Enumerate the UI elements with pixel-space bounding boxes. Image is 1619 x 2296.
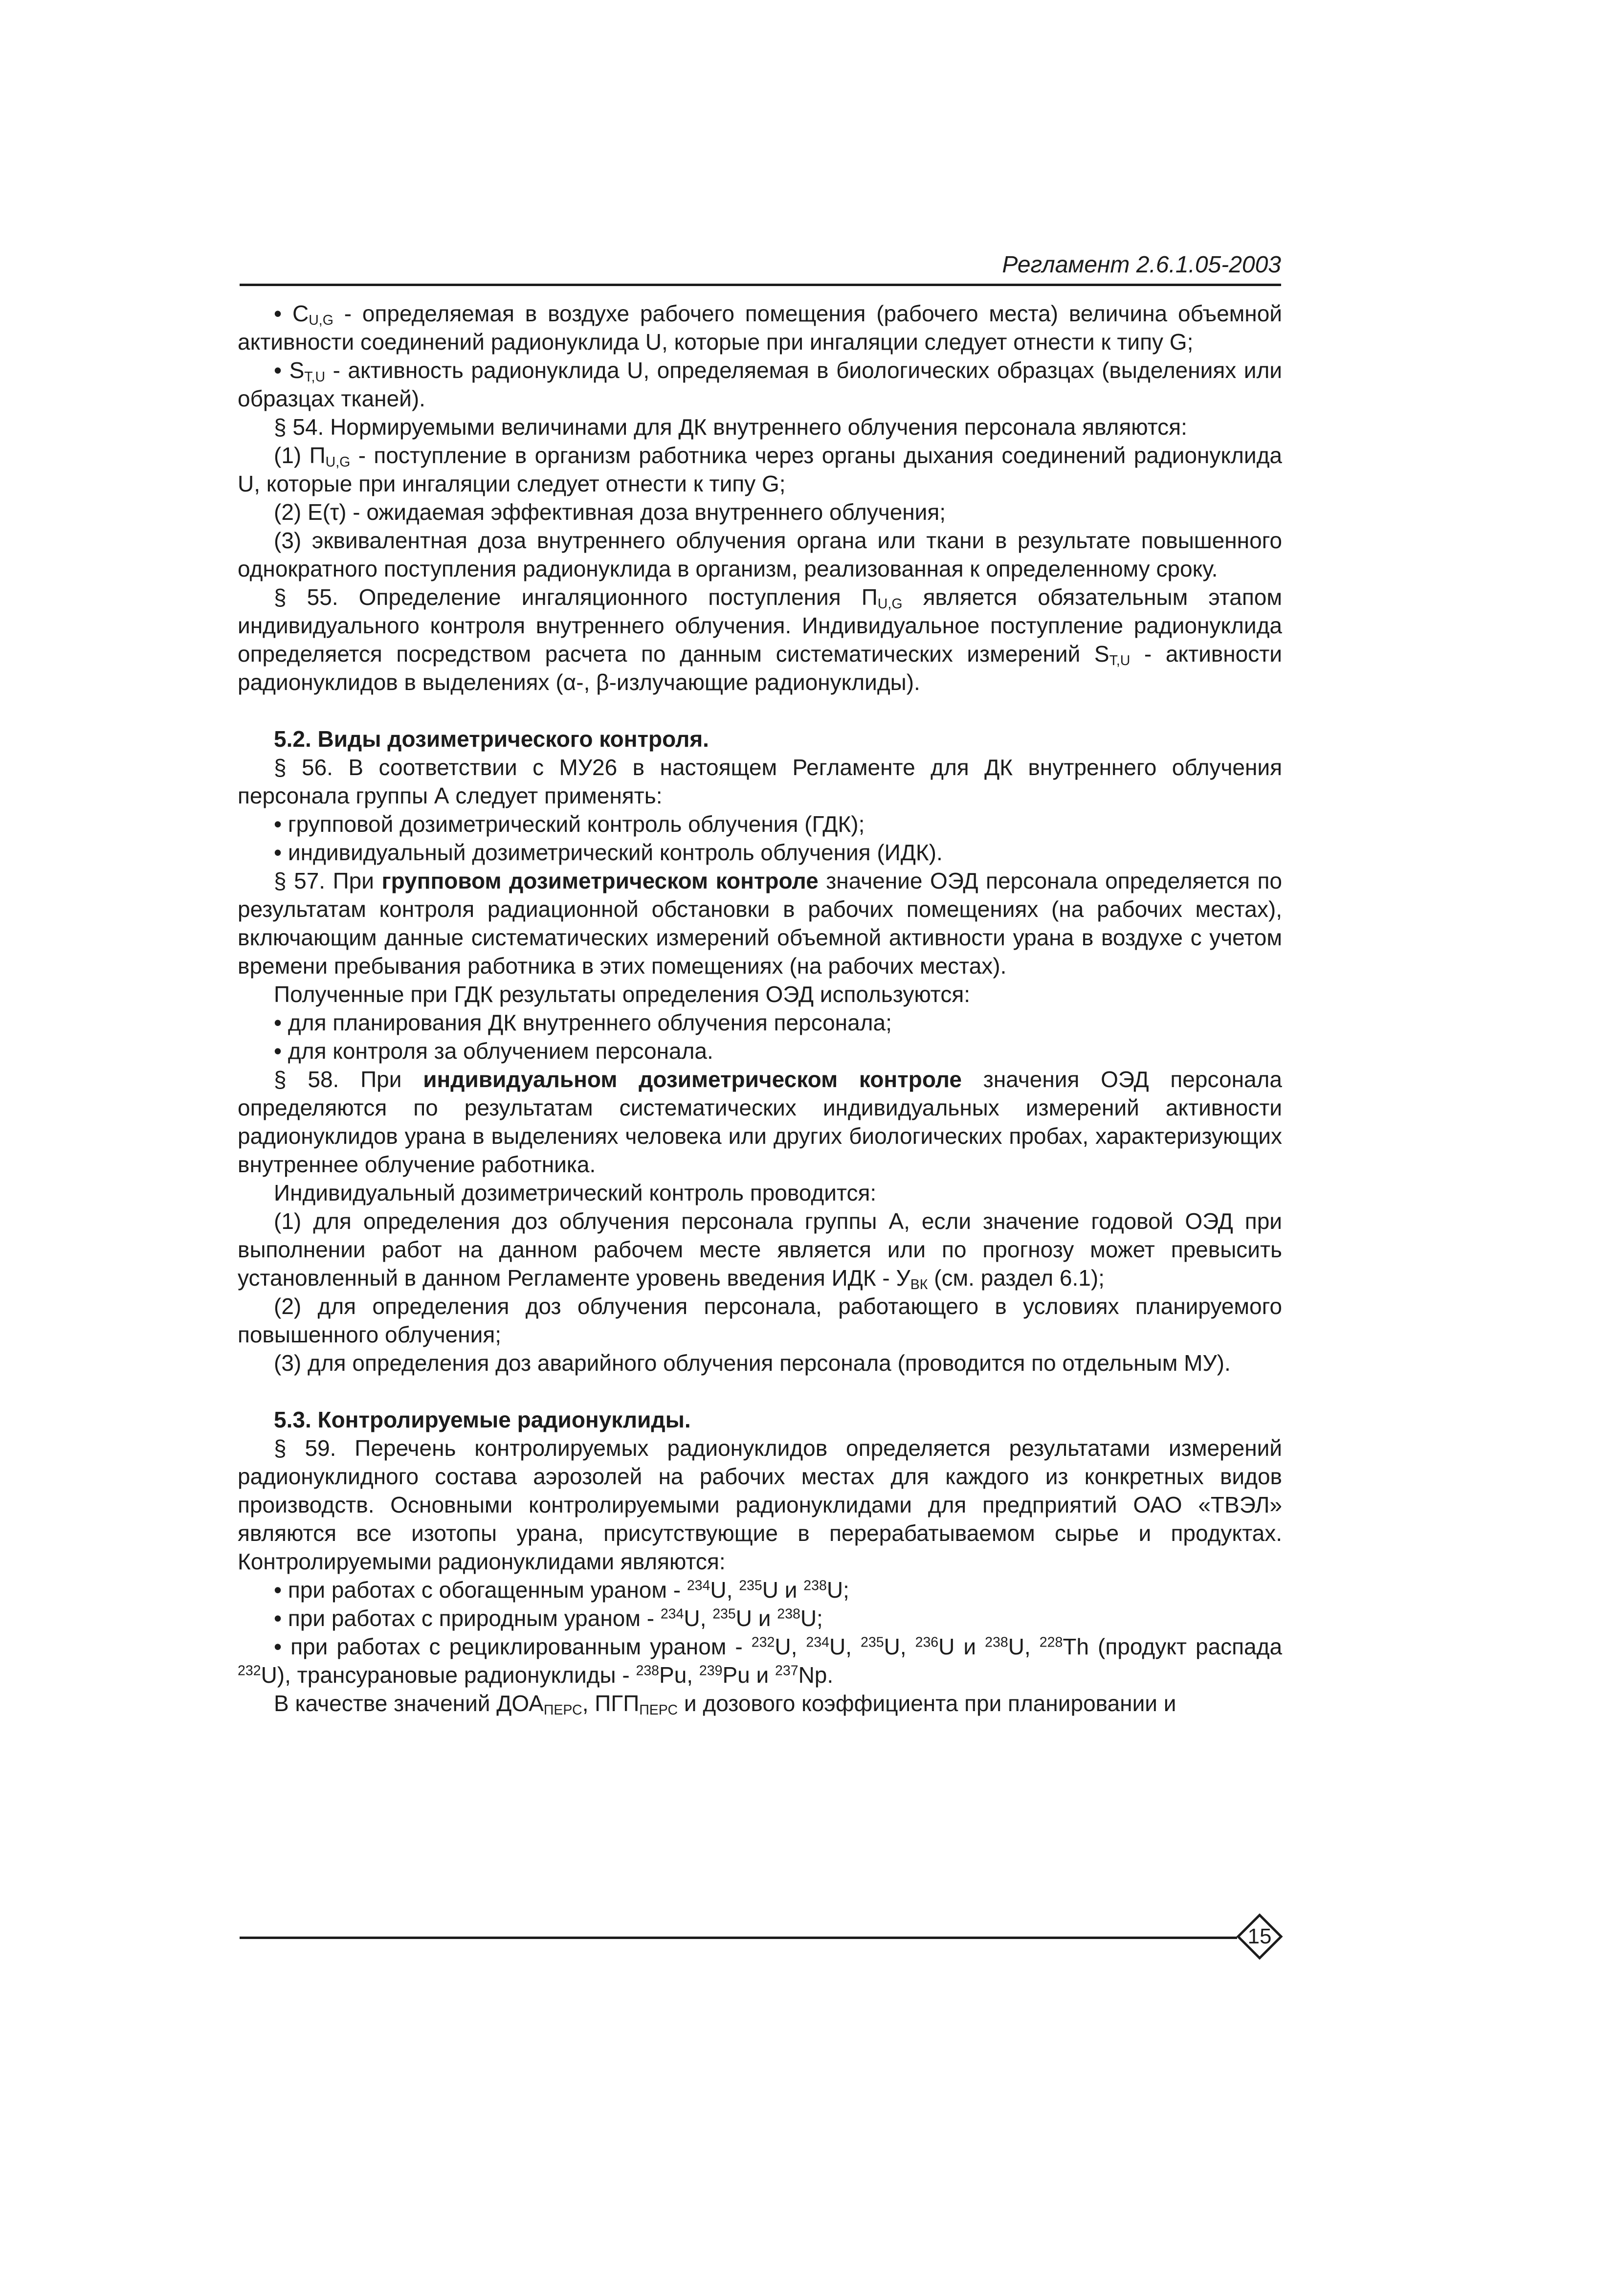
text-run: • для контроля за облучением персонала. [274, 1038, 713, 1064]
text-run: Pu, [659, 1662, 699, 1688]
superscript: 238 [985, 1634, 1008, 1650]
text-run: значение ОЭД персонала определяется по результатам контроля радиационной обстановки в рабочих помещениях (на рабочих местах), включающим данные систематических измерений объемной активности урана в воздухе с учетом времени пребывания работника в этих помещениях (на рабочих местах). [238, 868, 1282, 979]
text-run: (3) эквивалентная доза внутреннего облучения органа или ткани в результате повышенного однократного поступления радионуклида в организм, реализованная к определенному сроку. [238, 528, 1282, 581]
running-header: Регламент 2.6.1.05-2003 [1002, 252, 1281, 278]
paragraph [238, 1434, 1282, 1576]
subscript: T,U [304, 369, 326, 385]
text-run: (2) для определения доз облучения персонала, работающего в условиях планируемого повышенного облучения; [238, 1293, 1282, 1347]
list-item [238, 838, 1282, 867]
superscript: 238 [803, 1578, 827, 1594]
subscript: ВК [910, 1277, 928, 1293]
text-run: § 57. При [274, 868, 382, 893]
superscript: 232 [751, 1634, 775, 1650]
text-run: , ПГП [582, 1691, 640, 1716]
paragraph [238, 1292, 1282, 1349]
superscript: 232 [238, 1663, 261, 1679]
text-run: является обязательным этапом индивидуального контроля внутреннего облучения. Индивидуальное поступление радионуклида определяется посредством расчета по данным систематических измерений S [238, 584, 1282, 667]
text-run: U и [762, 1577, 804, 1603]
bold-text: групповом дозиметрическом контроле [381, 868, 819, 893]
text-run: В качестве значений ДОА [274, 1691, 544, 1716]
text-run: • C [274, 301, 309, 326]
superscript: 235 [712, 1606, 736, 1622]
paragraph [238, 498, 1282, 526]
paragraph [238, 753, 1282, 810]
superscript: 239 [699, 1663, 723, 1679]
text-run: U, [829, 1634, 861, 1659]
paragraph [238, 1207, 1282, 1292]
superscript: 236 [915, 1634, 939, 1650]
text-run: U), трансурановые радионуклиды - [261, 1662, 636, 1688]
text-run: U, [775, 1634, 806, 1659]
text-run: U; [800, 1605, 823, 1631]
text-run: § 55. Определение ингаляционного поступления П [274, 584, 878, 610]
superscript: 228 [1039, 1634, 1063, 1650]
text-run: (1) П [274, 443, 326, 468]
page-body [238, 299, 1282, 1717]
text-run: U и [938, 1634, 985, 1659]
subscript: ПЕРС [543, 1702, 582, 1718]
text-run: Полученные при ГДК результаты определения ОЭД используются: [274, 981, 971, 1007]
text-run: (2) E(τ) - ожидаемая эффективная доза внутреннего облучения; [274, 499, 946, 525]
text-run: 5.2. Виды дозиметрического контроля. [274, 726, 709, 752]
section-heading [238, 725, 1282, 753]
subscript: U,G [877, 596, 903, 612]
superscript: 235 [739, 1578, 762, 1594]
text-run: (3) для определения доз аварийного облучения персонала (проводится по отдельным МУ). [274, 1350, 1231, 1376]
bold-text: индивидуальном дозиметрическом контроле [423, 1067, 962, 1092]
superscript: 237 [775, 1663, 798, 1679]
text-run: U, [684, 1605, 713, 1631]
text-run: 5.3. Контролируемые радионуклиды. [274, 1407, 691, 1432]
paragraph [238, 867, 1282, 980]
list-item [238, 1008, 1282, 1037]
text-run: U, [884, 1634, 915, 1659]
text-run: • S [274, 357, 305, 383]
text-run: U; [826, 1577, 849, 1603]
page-number: 15 [1247, 1924, 1272, 1948]
list-item [238, 1632, 1282, 1689]
text-run: • при работах с природным ураном - [274, 1605, 661, 1631]
text-run: Th (продукт распада [1063, 1634, 1283, 1659]
superscript: 238 [636, 1663, 660, 1679]
subscript: ПЕРС [639, 1702, 678, 1718]
list-item [238, 1604, 1282, 1632]
paragraph [238, 413, 1282, 441]
superscript: 238 [777, 1606, 800, 1622]
page-number-badge [1235, 1912, 1284, 1961]
text-run: Np. [798, 1662, 834, 1688]
text-run: Индивидуальный дозиметрический контроль проводится: [274, 1180, 877, 1205]
paragraph [238, 1689, 1282, 1717]
subscript: U,G [325, 454, 351, 470]
text-run: значения ОЭД персонала определяются по результатам систематических индивидуальных измерений активности радионуклидов урана в выделениях человека или других биологических пробах, характеризующих внутреннее облучение работника. [238, 1067, 1282, 1177]
list-item [238, 299, 1282, 356]
paragraph [238, 980, 1282, 1008]
text-run: - определяемая в воздухе рабочего помещения (рабочего места) величина объемной активности соединений радионуклида U, которые при ингаляции следует отнести к типу G; [238, 301, 1282, 355]
superscript: 235 [860, 1634, 884, 1650]
list-item [238, 1037, 1282, 1065]
text-run: • групповой дозиметрический контроль облучения (ГДК); [274, 811, 865, 837]
paragraph [238, 1065, 1282, 1179]
paragraph [238, 1349, 1282, 1377]
text-run: § 56. В соответствии с МУ26 в настоящем Регламенте для ДК внутреннего облучения персонала группы А следует применять: [238, 755, 1282, 808]
text-run: U, [710, 1577, 739, 1603]
list-item [238, 1576, 1282, 1604]
text-run: Pu и [722, 1662, 775, 1688]
subscript: U,G [309, 312, 333, 329]
superscript: 234 [806, 1634, 829, 1650]
paragraph [238, 441, 1282, 498]
text-run: § 58. При [274, 1067, 423, 1092]
text-run: - активности радионуклидов в выделениях (α-, β-излучающие радионуклиды). [238, 641, 1282, 695]
text-run: § 59. Перечень контролируемых радионуклидов определяется результатами измерений радионуклидного состава аэрозолей на рабочих местах для каждого из конкретных видов производств. Основными контролируемыми радионуклидами для предприятий ОАО «ТВЭЛ» являются все изотопы урана, присутствующие в перерабатываемом сырье и продуктах. Контролируемыми радионуклидами являются: [238, 1435, 1282, 1574]
header-rule [240, 284, 1281, 286]
subscript: T,U [1109, 653, 1131, 669]
text-run: - активность радионуклида U, определяемая в биологических образцах (выделениях или образцах тканей). [238, 357, 1282, 411]
section-heading [238, 1405, 1282, 1434]
paragraph [238, 526, 1282, 583]
list-item [238, 810, 1282, 838]
list-item [238, 356, 1282, 413]
paragraph [238, 1179, 1282, 1207]
superscript: 234 [687, 1578, 710, 1594]
text-run: • при работах с рециклированным ураном - [274, 1634, 752, 1659]
text-run: (см. раздел 6.1); [928, 1265, 1105, 1291]
text-run: • при работах с обогащенным ураном - [274, 1577, 687, 1603]
text-run: U, [1008, 1634, 1040, 1659]
superscript: 234 [660, 1606, 684, 1622]
text-run: U и [735, 1605, 777, 1631]
paragraph [238, 583, 1282, 696]
footer-rule [240, 1937, 1237, 1939]
text-run: и дозового коэффициента при планировании и [678, 1691, 1176, 1716]
text-run: • индивидуальный дозиметрический контроль облучения (ИДК). [274, 840, 943, 865]
text-run: § 54. Нормируемыми величинами для ДК внутреннего облучения персонала являются: [274, 414, 1187, 440]
text-run: • для планирования ДК внутреннего облучения персонала; [274, 1010, 892, 1035]
text-run: (1) для определения доз облучения персонала группы А, если значение годовой ОЭД при выполнении работ на данном рабочем месте является или по прогнозу может превысить установленный в данном Регламенте уровень введения ИДК - У [238, 1208, 1282, 1291]
text-run: - поступление в организм работника через органы дыхания соединений радионуклида U, которые при ингаляции следует отнести к типу G; [238, 443, 1282, 496]
